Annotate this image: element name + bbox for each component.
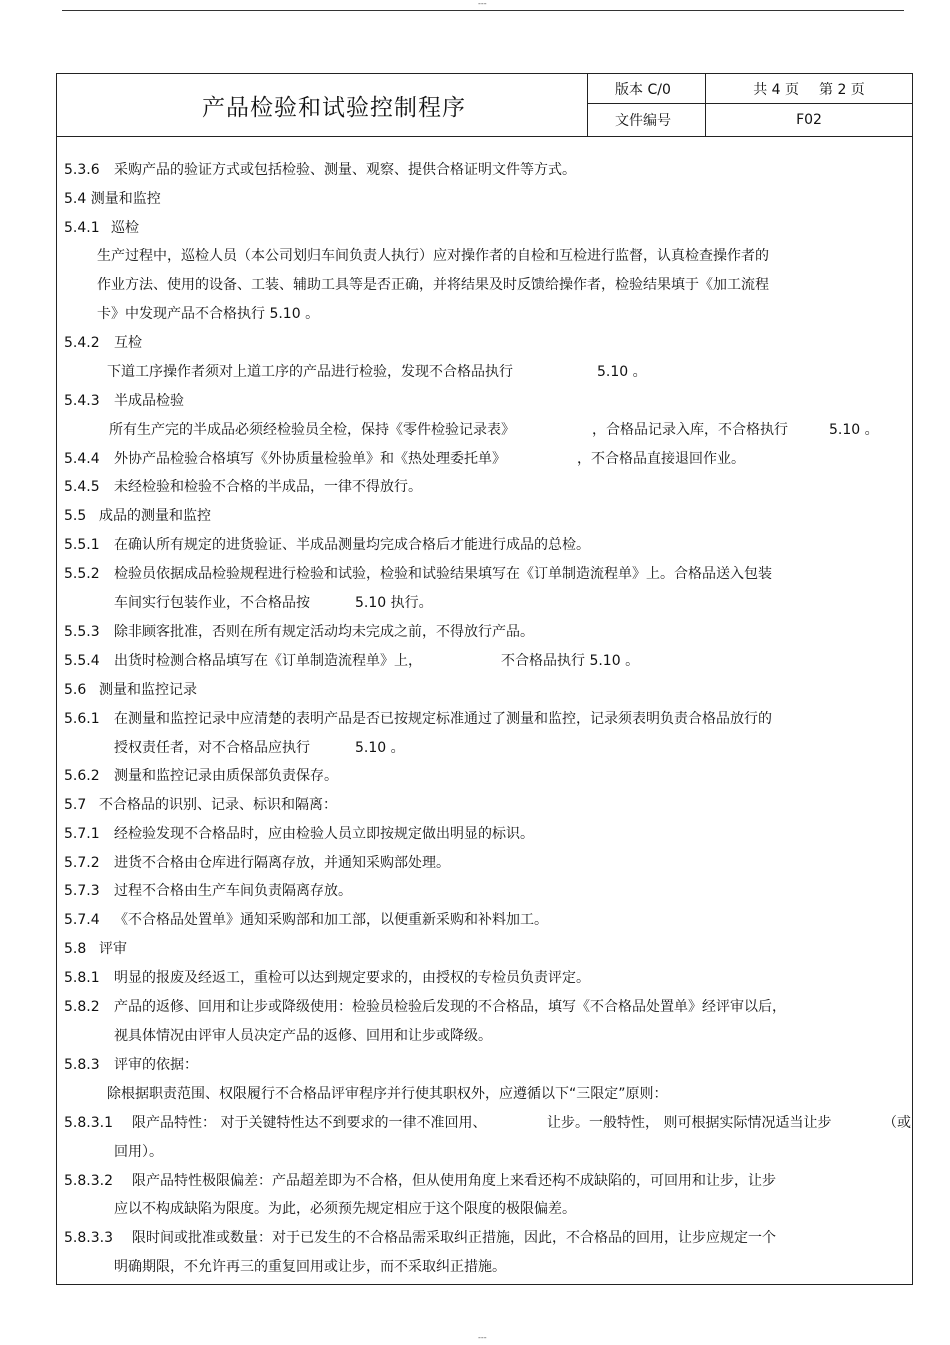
clause-text: 成品的测量和监控 (99, 508, 211, 524)
doc-number: F02 (796, 112, 822, 128)
document-header (57, 74, 912, 137)
clause-number: 5.8.1 (64, 970, 100, 986)
clause-text: 《不合格品处置单》通知采购部和加工部，以便重新采购和补料加工。 (114, 912, 548, 928)
clause-text-ref: 5.10 。 (597, 364, 647, 380)
clause-text: 授权责任者，对不合格品应执行 (114, 740, 310, 756)
clause-number: 5.6.1 (64, 711, 100, 727)
clause-text: 应以不构成缺陷为限度。为此，必须预先规定相应于这个限度的极限偏差。 (114, 1201, 576, 1217)
clause-text: 下道工序操作者须对上道工序的产品进行检验，发现不合格品执行 (107, 364, 513, 380)
clause-text: 明显的报废及经返工，重检可以达到规定要求的，由授权的专检员负责评定。 (114, 970, 590, 986)
clause-text: 外协产品检验合格填写《外协质量检验单》和《热处理委托单》 (114, 451, 506, 467)
clause-text-end: （或 (883, 1115, 911, 1131)
clause-number: 5.5 (64, 508, 87, 524)
clause-text: 检验员依据成品检验规程进行检验和试验，检验和试验结果填写在《订单制造流程单》上。合格品送入包装 (114, 566, 772, 582)
clause-number: 5.5.2 (64, 566, 100, 582)
clause-text: 巡检 (111, 220, 139, 236)
clause-text: 评审的依据： (114, 1057, 198, 1073)
clause-number: 5.5.4 (64, 653, 100, 669)
clause-text: 明确期限，不允许再三的重复回用或让步，而不采取纠正措施。 (114, 1259, 506, 1275)
clause-text-ref: 5.10 。 (355, 740, 405, 756)
document-frame (56, 73, 913, 1285)
clause-text: 采购产品的验证方式或包括检验、测量、观察、提供合格证明文件等方式。 (114, 162, 576, 178)
clause-number: 5.7.3 (64, 883, 100, 899)
clause-text: 测量和监控记录 (99, 682, 197, 698)
clause-text: 视具体情况由评审人员决定产品的返修、回用和让步或降级。 (114, 1028, 492, 1044)
document-title: 产品检验和试验控制程序 (202, 94, 466, 121)
clause-number: 5.8.3.1 (64, 1115, 113, 1131)
clause-number: 5.7.2 (64, 855, 100, 871)
clause-text: 回用）。 (114, 1144, 163, 1160)
clause-number: 5.6.2 (64, 768, 100, 784)
clause-number: 5.4.1 (64, 220, 100, 236)
clause-text-mid: ，不合格品直接退回作业。 (577, 451, 745, 467)
clause-number: 5.4.3 (64, 393, 100, 409)
clause-number: 5.5.1 (64, 537, 100, 553)
clause-number: 5.7.4 (64, 912, 100, 928)
clause-number: 5.8 (64, 941, 87, 957)
clause-number: 5.8.3.2 (64, 1173, 113, 1189)
clause-text-ref: 5.10 执行。 (355, 595, 433, 611)
clause-number: 5.6 (64, 682, 87, 698)
version-cell: 版本 C/0 (588, 74, 706, 104)
page-count-cell (706, 74, 912, 104)
clause-number: 5.4.2 (64, 335, 100, 351)
clause-number: 5.8.3 (64, 1057, 100, 1073)
clause-text: 作业方法、使用的设备、工装、辅助工具等是否正确，并将结果及时反馈给操作者，检验结果填于《加工流程 (97, 277, 769, 293)
clause-number: 5.4 测量和监控 (64, 191, 161, 207)
clause-text-mid: ，合格品记录入库，不合格执行 (592, 422, 788, 438)
bottom-page-mark: --- (478, 1333, 487, 1342)
clause-text: 除非顾客批准，否则在所有规定活动均未完成之前，不得放行产品。 (114, 624, 534, 640)
clause-text: 未经检验和检验不合格的半成品，一律不得放行。 (114, 479, 422, 495)
clause-number: 5.8.3.3 (64, 1230, 113, 1246)
clause-text: 评审 (99, 941, 127, 957)
clause-text: 过程不合格由生产车间负责隔离存放。 (114, 883, 352, 899)
clause-number: 5.4.4 (64, 451, 100, 467)
clause-text: 除根据职责范围、权限履行不合格品评审程序并行使其职权外，应遵循以下“三限定”原则： (107, 1086, 668, 1102)
clause-number: 5.3.6 (64, 162, 100, 178)
clause-text: 限产品特性极限偏差：产品超差即为不合格，但从使用角度上来看还构不成缺陷的，可回用和让步，让步 (132, 1173, 776, 1189)
doc-number-label: 文件编号 (588, 104, 706, 136)
clause-text: 限产品特性： 对于关键特性达不到要求的一律不准回用、 (132, 1115, 487, 1131)
clause-text: 测量和监控记录由质保部负责保存。 (114, 768, 338, 784)
clause-text: 在确认所有规定的进货验证、半成品测量均完成合格后才能进行成品的总检。 (114, 537, 590, 553)
clause-text: 车间实行包装作业，不合格品按 (114, 595, 310, 611)
clause-text: 生产过程中，巡检人员（本公司划归车间负责人执行）应对操作者的自检和互检进行监督，认真检查操作者的 (97, 248, 769, 264)
clause-text: 产品的返修、回用和让步或降级使用：检验员检验后发现的不合格品，填写《不合格品处置单》经评审以后， (114, 999, 786, 1015)
clause-number: 5.7 (64, 797, 87, 813)
clause-text: 在测量和监控记录中应清楚的表明产品是否已按规定标准通过了测量和监控，记录须表明负责合格品放行的 (114, 711, 772, 727)
clause-number: 5.5.3 (64, 624, 100, 640)
clause-number: 5.7.1 (64, 826, 100, 842)
clause-text: 卡》中发现产品不合格执行 5.10 。 (97, 306, 320, 322)
top-rule (62, 10, 904, 11)
clause-text: 进货不合格由仓库进行隔离存放，并通知采购部处理。 (114, 855, 450, 871)
clause-text: 不合格品的识别、记录、标识和隔离： (99, 797, 337, 813)
top-page-mark: --- (478, 0, 487, 8)
clause-text-mid: 让步。一般特性， 则可根据实际情况适当让步 (547, 1115, 832, 1131)
clause-text: 所有生产完的半成品必须经检验员全检，保持《零件检验记录表》 (109, 422, 515, 438)
clause-text-ref: 5.10 。 (829, 422, 879, 438)
clause-text: 出货时检测合格品填写在《订单制造流程单》上， (114, 653, 422, 669)
clause-text: 半成品检验 (114, 393, 184, 409)
clause-text-ref: 不合格品执行 5.10 。 (501, 653, 640, 669)
clause-text: 互检 (114, 335, 142, 351)
total-pages: 共 4 页 (753, 81, 799, 98)
clause-number: 5.8.2 (64, 999, 100, 1015)
title-cell (57, 74, 588, 136)
clause-number: 5.4.5 (64, 479, 100, 495)
clause-text: 经检验发现不合格品时，应由检验人员立即按规定做出明显的标识。 (114, 826, 534, 842)
clause-text: 限时间或批准或数量：对于已发生的不合格品需采取纠正措施，因此，不合格品的回用，让步应规定一个 (132, 1230, 776, 1246)
current-page: 第 2 页 (819, 81, 865, 98)
